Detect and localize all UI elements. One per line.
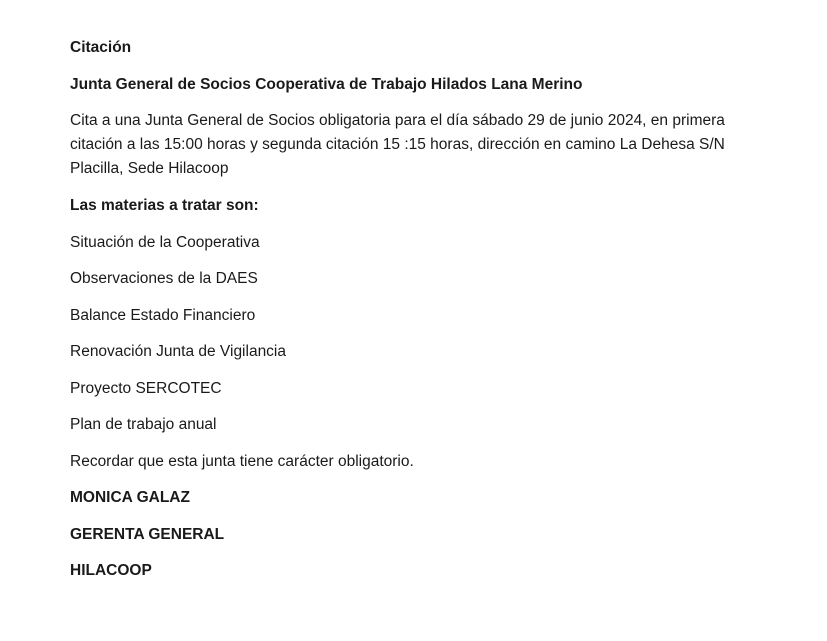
document-heading: Citación xyxy=(70,39,132,56)
topic-item: Situación de la Cooperativa xyxy=(70,233,260,251)
topics-list xyxy=(70,231,770,473)
topic-item: Observaciones de la DAES xyxy=(70,270,258,287)
topic-item: Proyecto SERCOTEC xyxy=(70,379,222,397)
document-body-paragraph: Cita a una Junta General de Socios obligatoria para el día sábado 29 de junio 2024, en primera citación a las 15:00 horas y segunda citación 15 :15 horas, dirección en camino La Dehesa S/N Placilla, Sede Hilacoop xyxy=(70,112,725,177)
document-subheading: Junta General de Socios Cooperativa de Trabajo Hilados Lana Merino xyxy=(70,76,583,93)
signature-organization: HILACOOP xyxy=(70,562,152,579)
signature-role: GERENTA GENERAL xyxy=(70,525,225,543)
signature-block xyxy=(70,486,770,582)
topic-item: Plan de trabajo anual xyxy=(70,416,217,433)
topic-item: Renovación Junta de Vigilancia xyxy=(70,343,287,360)
document xyxy=(70,36,770,582)
signature-name: MONICA GALAZ xyxy=(70,489,190,506)
topics-heading: Las materias a tratar son: xyxy=(70,197,259,214)
reminder-text: Recordar que esta junta tiene carácter obligatorio. xyxy=(70,452,414,470)
topic-item: Balance Estado Financiero xyxy=(70,306,256,324)
